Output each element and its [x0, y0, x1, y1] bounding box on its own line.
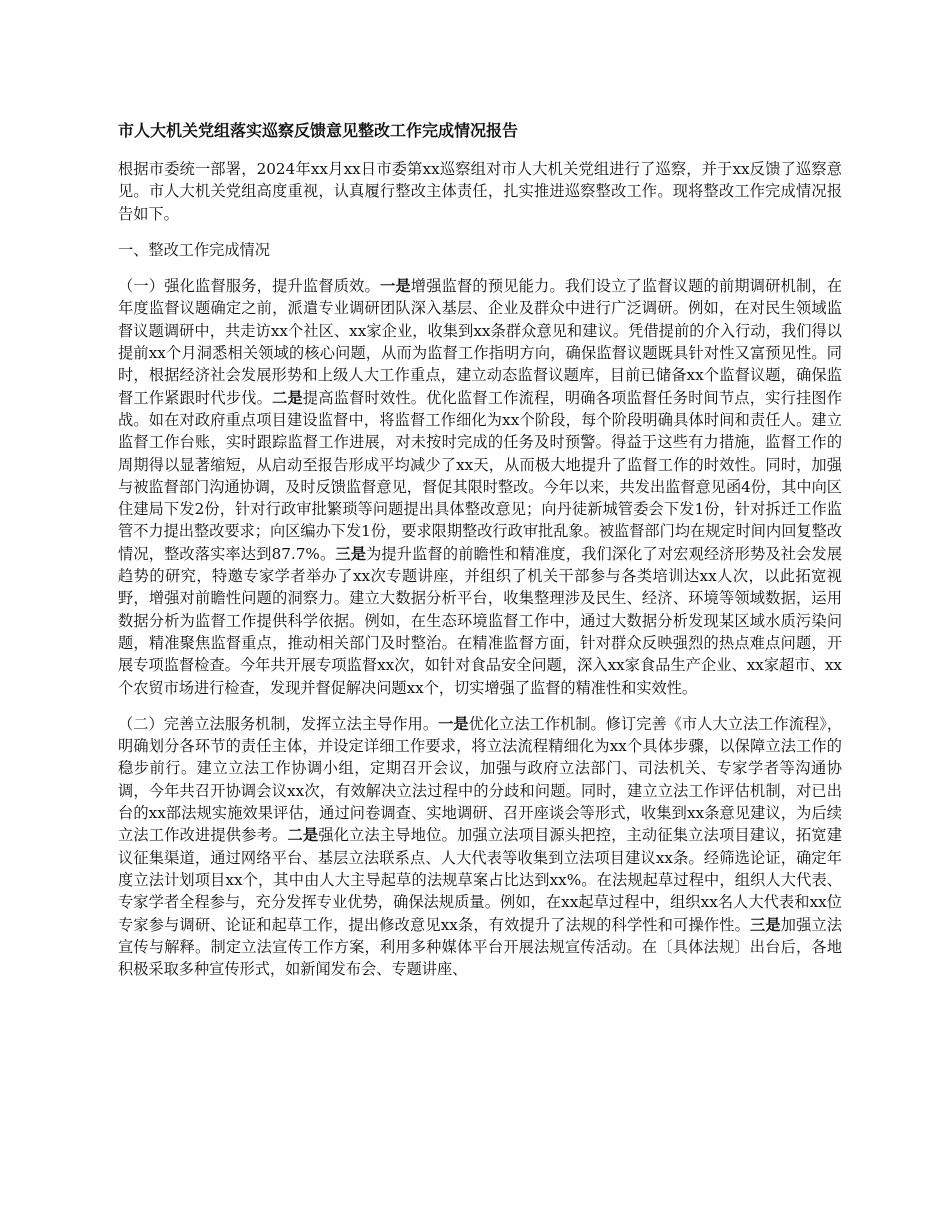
subsection-1-text-1: 增强监督的预见能力。我们设立了监督议题的前期调研机制，在年度监督议题确定之前，派遣专业调研团队深入基层、企业及群众中进行广泛调研。例如，在对民生领域监督议题调研中，共走访xx个社区、xx家企业，收集到xx条群众意见和建议。凭借提前的介入行动，我们得以提前xx个月洞悉相关领域的核心问题，从而为监督工作指明方向，确保监督议题既具针对性又富预见性。同时，根据经济社会发展形势和上级人大工作重点，建立动态监督议题库，目前已储备xx个监督议题，确保监督工作紧跟时代步伐。 — [118, 277, 843, 407]
subsection-1-lead: （一）强化监督服务，提升监督质效。 — [118, 277, 380, 296]
section-heading: 一、整改工作完成情况 — [118, 240, 270, 259]
keyword-first: 一是 — [379, 277, 411, 296]
subsection-2-text-1: 优化立法工作机制。修订完善《市人大立法工作流程》，明确划分各环节的责任主体，并设定详细工作要求，将立法流程精细化为xx个具体步骤，以保障立法工作的稳步前行。建立立法工作协调小组，定期召开会议，加强与政府立法部门、司法机关、专家学者等沟通协调，今年共召开协调会议xx次，有效解决立法过程中的分歧和问题。同时，建立立法工作评估机制，对已出台的xx部法规实施效果评估，通过问卷调查、实地调研、召开座谈会等形式，收集到xx条意见建议，为后续立法工作改进提供参考。 — [118, 714, 843, 845]
subsection-1-paragraph — [118, 275, 842, 699]
keyword-third: 三是 — [749, 915, 781, 934]
keyword-second: 二是 — [287, 826, 319, 845]
subsection-2-text-2: 强化立法主导地位。加强立法项目源头把控，主动征集立法项目建议，拓宽建议征集渠道，通过网络平台、基层立法联系点、人大代表等收集到立法项目建议xx条。经筛选论证，确定年度立法计划项目xx个，其中由人大主导起草的法规草案占比达到xx%。在法规起草过程中，组织人大代表、专家学者全程参与，充分发挥专业优势，确保法规质量。例如，在xx起草过程中，组织xx名人大代表和xx位专家参与调研、论证和起草工作，提出修改意见xx条，有效提升了法规的科学性和可操作性。 — [118, 826, 843, 934]
document-title: 市人大机关党组落实巡察反馈意见整改工作完成情况报告 — [118, 121, 519, 140]
subsection-1-text-3: 为提升监督的前瞻性和精准度，我们深化了对宏观经济形势及社会发展趋势的研究，特邀专家学者举办了xx次专题讲座，并组织了机关干部参与各类培训达xx人次，以此拓宽视野，增强对前瞻性问题的洞察力。建立大数据分析平台，收集整理涉及民生、经济、环境等领域数据，运用数据分析为监督工作提供科学依据。例如，在生态环境监督工作中，通过大数据分析发现某区域水质污染问题，精准聚焦监督重点，推动相关部门及时整治。在精准监督方面，针对群众反映强烈的热点难点问题，开展专项监督检查。今年共开展专项监督xx次，如针对食品安全问题，深入xx家食品生产企业、xx家超市、xx个农贸市场进行检查，发现并督促解决问题xx个，切实增强了监督的精准性和实效性。 — [118, 544, 843, 697]
keyword-first: 一是 — [438, 714, 469, 733]
keyword-third: 三是 — [335, 544, 367, 563]
intro-paragraph: 根据市委统一部署，2024年xx月xx日市委第xx巡察组对市人大机关党组进行了巡察，并于xx反馈了巡察意见。市人大机关党组高度重视，认真履行整改主体责任，扎实推进巡察整改工作。现将整改工作完成情况报告如下。 — [118, 160, 842, 223]
subsection-2-lead: （二）完善立法服务机制，发挥立法主导作用。 — [118, 714, 439, 733]
keyword-second: 二是 — [272, 388, 303, 407]
subsection-2-paragraph — [118, 713, 842, 981]
subsection-1-text-2: 提高监督时效性。优化监督工作流程，明确各项监督任务时间节点，实行挂图作战。如在对政府重点项目建设监督中，将监督工作细化为xx个阶段，每个阶段明确具体时间和责任人。建立监督工作台账，实时跟踪监督工作进展，对未按时完成的任务及时预警。得益于这些有力措施，监督工作的周期得以显著缩短，从启动至报告形成平均减少了xx天，从而极大地提升了监督工作的时效性。同时，加强与被监督部门沟通协调，及时反馈监督意见，督促其限时整改。今年以来，共发出监督意见函4份，其中向区住建局下发2份，针对行政审批繁琐等问题提出具体整改意见；向丹徒新城管委会下发1份，针对拆迁工作监管不力提出整改要求；向区编办下发1份，要求限期整改行政审批乱象。被监督部门均在规定时间内回复整改情况，整改落实率达到87.7%。 — [118, 388, 843, 563]
subsection-2-text-3: 加强立法宣传与解释。制定立法宣传工作方案，利用多种媒体平台开展法规宣传活动。在〔具体法规〕出台后，各地积极采取多种宣传形式，如新闻发布会、专题讲座、 — [118, 915, 843, 979]
document-page — [118, 118, 842, 994]
